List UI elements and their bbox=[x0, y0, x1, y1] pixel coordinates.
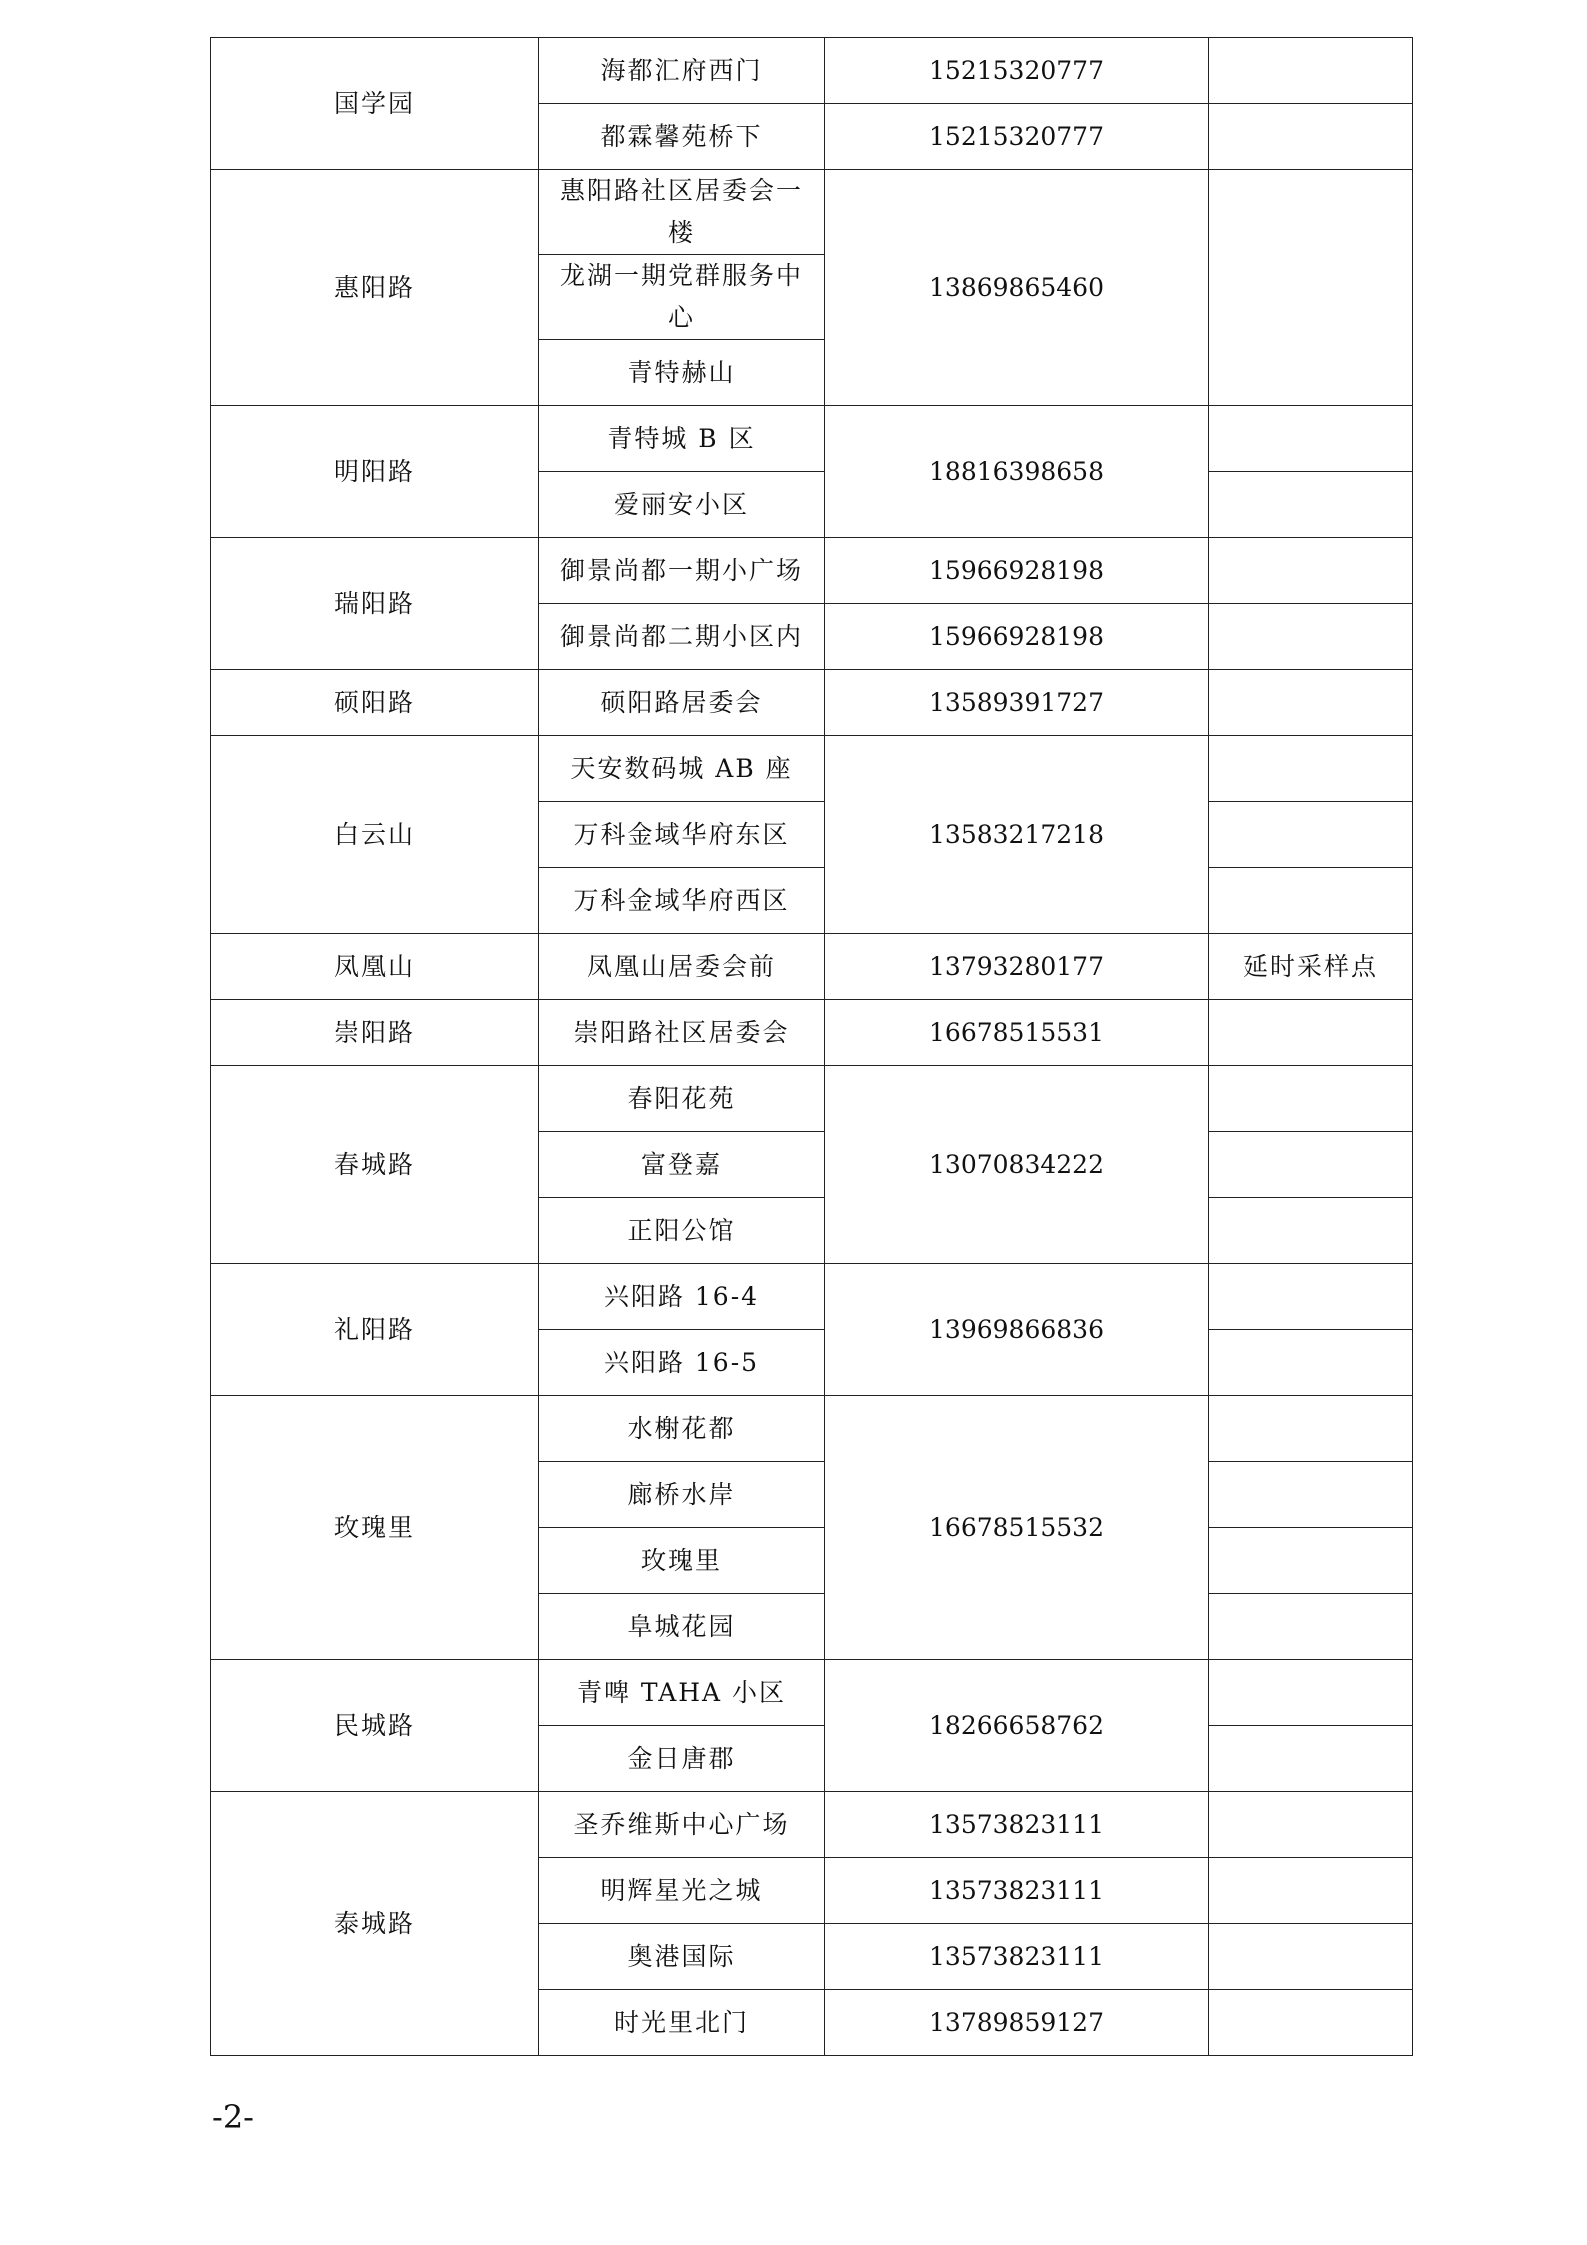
sampling-site-table bbox=[210, 37, 1413, 2056]
page-number: -2- bbox=[212, 2098, 254, 2136]
note-cell bbox=[1209, 1924, 1413, 1990]
note-cell bbox=[1209, 1264, 1413, 1330]
site-cell: 廊桥水岸 bbox=[539, 1462, 825, 1528]
site-cell: 水榭花都 bbox=[539, 1396, 825, 1462]
site-cell: 圣乔维斯中心广场 bbox=[539, 1792, 825, 1858]
community-cell: 惠阳路 bbox=[211, 170, 539, 406]
note-cell bbox=[1209, 1132, 1413, 1198]
note-cell bbox=[1209, 1528, 1413, 1594]
note-cell bbox=[1209, 670, 1413, 736]
note-cell bbox=[1209, 1396, 1413, 1462]
site-cell: 万科金域华府西区 bbox=[539, 868, 825, 934]
phone-cell: 13573823111 bbox=[825, 1792, 1209, 1858]
site-cell: 春阳花苑 bbox=[539, 1066, 825, 1132]
site-cell: 兴阳路 16-5 bbox=[539, 1330, 825, 1396]
site-cell: 明辉星光之城 bbox=[539, 1858, 825, 1924]
community-cell: 玫瑰里 bbox=[211, 1396, 539, 1660]
site-cell: 金日唐郡 bbox=[539, 1726, 825, 1792]
table-row bbox=[211, 1000, 1413, 1066]
table-row bbox=[211, 1066, 1413, 1132]
site-cell: 时光里北门 bbox=[539, 1990, 825, 2056]
table-row bbox=[211, 1660, 1413, 1726]
note-cell bbox=[1209, 736, 1413, 802]
site-cell: 硕阳路居委会 bbox=[539, 670, 825, 736]
site-cell: 青啤 TAHA 小区 bbox=[539, 1660, 825, 1726]
table-row bbox=[211, 538, 1413, 604]
site-cell: 爱丽安小区 bbox=[539, 472, 825, 538]
note-cell bbox=[1209, 1462, 1413, 1528]
phone-cell: 13793280177 bbox=[825, 934, 1209, 1000]
site-cell: 海都汇府西门 bbox=[539, 38, 825, 104]
site-cell: 青特赫山 bbox=[539, 340, 825, 406]
note-cell bbox=[1209, 1000, 1413, 1066]
community-cell: 硕阳路 bbox=[211, 670, 539, 736]
note-cell bbox=[1209, 538, 1413, 604]
note-cell bbox=[1209, 1726, 1413, 1792]
site-cell: 都霖馨苑桥下 bbox=[539, 104, 825, 170]
site-cell: 惠阳路社区居委会一楼 bbox=[539, 170, 825, 255]
community-cell: 泰城路 bbox=[211, 1792, 539, 2056]
community-cell: 白云山 bbox=[211, 736, 539, 934]
community-cell: 民城路 bbox=[211, 1660, 539, 1792]
note-cell bbox=[1209, 802, 1413, 868]
phone-cell: 15966928198 bbox=[825, 538, 1209, 604]
site-cell: 御景尚都一期小广场 bbox=[539, 538, 825, 604]
note-cell bbox=[1209, 604, 1413, 670]
community-cell: 崇阳路 bbox=[211, 1000, 539, 1066]
note-cell bbox=[1209, 472, 1413, 538]
site-cell: 兴阳路 16-4 bbox=[539, 1264, 825, 1330]
note-cell bbox=[1209, 38, 1413, 104]
site-cell: 御景尚都二期小区内 bbox=[539, 604, 825, 670]
phone-cell: 18266658762 bbox=[825, 1660, 1209, 1792]
community-cell: 瑞阳路 bbox=[211, 538, 539, 670]
site-cell: 龙湖一期党群服务中心 bbox=[539, 255, 825, 340]
site-cell: 崇阳路社区居委会 bbox=[539, 1000, 825, 1066]
table-row bbox=[211, 406, 1413, 472]
community-cell: 明阳路 bbox=[211, 406, 539, 538]
phone-cell: 16678515531 bbox=[825, 1000, 1209, 1066]
table-row bbox=[211, 670, 1413, 736]
site-cell: 青特城 B 区 bbox=[539, 406, 825, 472]
note-cell bbox=[1209, 406, 1413, 472]
phone-cell: 18816398658 bbox=[825, 406, 1209, 538]
community-cell: 国学园 bbox=[211, 38, 539, 170]
phone-cell: 13583217218 bbox=[825, 736, 1209, 934]
phone-cell: 15215320777 bbox=[825, 104, 1209, 170]
phone-cell: 13589391727 bbox=[825, 670, 1209, 736]
note-cell bbox=[1209, 104, 1413, 170]
site-cell: 玫瑰里 bbox=[539, 1528, 825, 1594]
community-cell: 春城路 bbox=[211, 1066, 539, 1264]
phone-cell: 16678515532 bbox=[825, 1396, 1209, 1660]
note-cell bbox=[1209, 1990, 1413, 2056]
note-cell bbox=[1209, 1660, 1413, 1726]
phone-cell: 13869865460 bbox=[825, 170, 1209, 406]
site-cell: 富登嘉 bbox=[539, 1132, 825, 1198]
note-cell bbox=[1209, 1066, 1413, 1132]
note-cell bbox=[1209, 1330, 1413, 1396]
note-cell bbox=[1209, 868, 1413, 934]
table-row bbox=[211, 1264, 1413, 1330]
note-cell bbox=[1209, 1792, 1413, 1858]
site-cell: 正阳公馆 bbox=[539, 1198, 825, 1264]
phone-cell: 13789859127 bbox=[825, 1990, 1209, 2056]
table-row bbox=[211, 1792, 1413, 1858]
community-cell: 礼阳路 bbox=[211, 1264, 539, 1396]
phone-cell: 13573823111 bbox=[825, 1858, 1209, 1924]
table-row bbox=[211, 38, 1413, 104]
table-row bbox=[211, 170, 1413, 255]
community-cell: 凤凰山 bbox=[211, 934, 539, 1000]
note-cell bbox=[1209, 1594, 1413, 1660]
table-row bbox=[211, 934, 1413, 1000]
table-row bbox=[211, 1396, 1413, 1462]
phone-cell: 13969866836 bbox=[825, 1264, 1209, 1396]
site-cell: 奥港国际 bbox=[539, 1924, 825, 1990]
phone-cell: 15966928198 bbox=[825, 604, 1209, 670]
note-cell bbox=[1209, 170, 1413, 406]
site-cell: 天安数码城 AB 座 bbox=[539, 736, 825, 802]
site-cell: 万科金域华府东区 bbox=[539, 802, 825, 868]
phone-cell: 13070834222 bbox=[825, 1066, 1209, 1264]
note-cell bbox=[1209, 1198, 1413, 1264]
note-cell: 延时采样点 bbox=[1209, 934, 1413, 1000]
site-cell: 凤凰山居委会前 bbox=[539, 934, 825, 1000]
phone-cell: 13573823111 bbox=[825, 1924, 1209, 1990]
table-row bbox=[211, 736, 1413, 802]
note-cell bbox=[1209, 1858, 1413, 1924]
phone-cell: 15215320777 bbox=[825, 38, 1209, 104]
site-cell: 阜城花园 bbox=[539, 1594, 825, 1660]
